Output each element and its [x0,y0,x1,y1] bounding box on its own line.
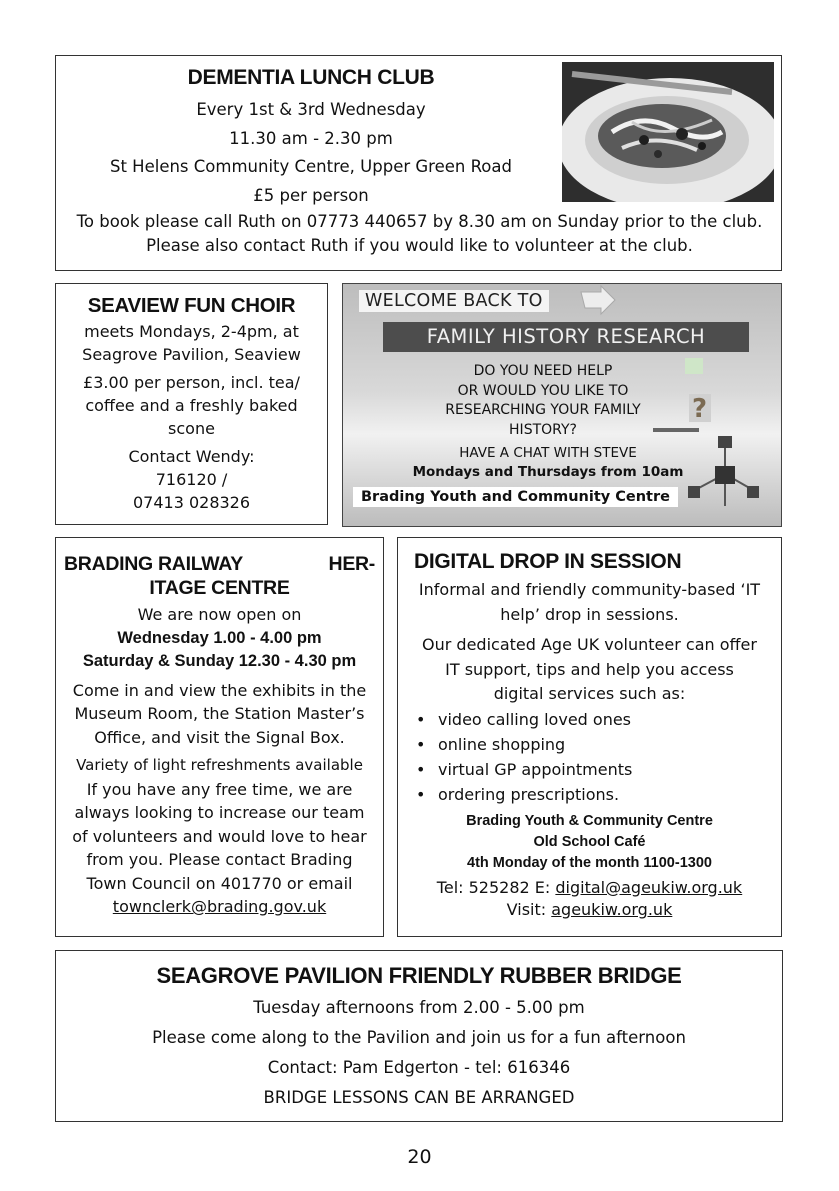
bridge-invite: Please come along to the Pavilion and join us for a fun afternoon [152,1028,686,1047]
digital-contact [408,876,771,901]
family-venue: Brading Youth and Community Centre [353,487,678,507]
family-question-line: DO YOU NEED HELP [473,363,613,379]
digital-visit-label: Visit: [506,900,547,919]
digital-website-link[interactable]: ageukiw.org.uk [551,900,673,919]
seaview-fun-choir-box [55,283,328,525]
bridge-contact: Contact: Pam Edgerton - tel: 616346 [267,1058,571,1077]
railway-hours: Saturday & Sunday 12.30 - 4.30 pm [82,652,357,670]
dementia-booking-text: To book please call Ruth on 07773 440657 by 8.30 am on Sunday prior to the club. Please also contact Ruth if you would like to volunteer at the club. [76,212,763,255]
list-item: • ordering prescriptions. [438,782,781,807]
railway-title: BRADING RAILWAY HER- ITAGE CENTRE [64,553,375,599]
dementia-details [56,96,566,210]
family-history-poster [342,283,782,527]
family-chat-line: HAVE A CHAT WITH STEVE [459,445,637,461]
digital-title: DIGITAL DROP IN SESSION [414,550,682,573]
digital-drop-in-box [397,537,782,937]
family-question-line: HISTORY? [509,421,577,438]
list-item: • online shopping [438,732,781,757]
bridge-lessons: BRIDGE LESSONS CAN BE ARRANGED [263,1088,575,1107]
bridge-club-box [55,950,783,1122]
railway-email-link[interactable]: townclerk@brading.gov.uk [112,897,327,916]
dementia-line: £5 per person [253,185,369,205]
railway-refreshments: Variety of light refreshments available [76,756,363,774]
digital-venue: Brading Youth & Community Centre [466,812,713,829]
digital-visit [408,900,771,920]
list-item: • video calling loved ones [438,707,781,732]
railway-visit: Come in and view the exhibits in the Museum Room, the Station Master’s Office, and visit the Signal Box. [72,680,367,747]
page-number: 20 [407,1146,432,1168]
railway-open: We are now open on [137,605,302,624]
choir-price: £3.00 per person, incl. tea/ coffee and a freshly baked scone [83,373,300,438]
dementia-lunch-club-box [55,55,782,271]
digital-intro: Informal and friendly community-based ‘IT help’ drop in sessions. [418,580,761,624]
digital-venue: 4th Monday of the month 1100-1300 [467,854,712,871]
dementia-line: Every 1st & 3rd Wednesday [196,100,426,119]
railway-volunteer [62,778,377,919]
digital-services-list [398,707,781,807]
brading-railway-box [55,537,384,937]
family-times: Mondays and Thursdays from 10am [412,464,684,480]
family-question [398,362,688,440]
dementia-line: St Helens Community Centre, Upper Green Road [109,157,512,176]
choir-phone: 716120 / [155,470,228,489]
digital-offer: Our dedicated Age UK volunteer can offer IT support, tips and help you access digital services such as: [422,635,757,703]
food-plate-photo [562,62,774,202]
bridge-title: SEAGROVE PAVILION FRIENDLY RUBBER BRIDGE [156,963,682,988]
family-welcome-text: WELCOME BACK TO [359,290,549,312]
railway-volunteer-text: If you have any free time, we are always looking to increase our team of volunteers and would love to hear from you. Please contact Brading Town Council on 401770 or email [72,779,367,893]
choir-contact-label: Contact Wendy: [128,447,255,466]
family-question-line: OR WOULD YOU LIKE TO [457,382,629,399]
family-chat [398,444,698,482]
family-question-line: RESEARCHING YOUR FAMILY [445,402,641,418]
choir-title: SEAVIEW FUN CHOIR [87,294,296,317]
bridge-time: Tuesday afternoons from 2.00 - 5.00 pm [253,998,585,1017]
family-banner: FAMILY HISTORY RESEARCH [383,322,749,352]
choir-meets: meets Mondays, 2-4pm, at Seagrove Pavilion, Seaview [82,322,301,364]
digital-email-link[interactable]: digital@ageukiw.org.uk [555,877,743,897]
digital-tel: Tel: 525282 E: [436,877,551,897]
dementia-line: 11.30 am - 2.30 pm [229,128,393,148]
railway-hours: Wednesday 1.00 - 4.00 pm [117,628,322,647]
choir-phone: 07413 028326 [132,493,251,512]
dementia-title: DEMENTIA LUNCH CLUB [187,66,435,89]
digital-venue: Old School Café [533,833,646,850]
list-item: • virtual GP appointments [438,757,781,782]
svg-text:?: ? [692,394,708,424]
